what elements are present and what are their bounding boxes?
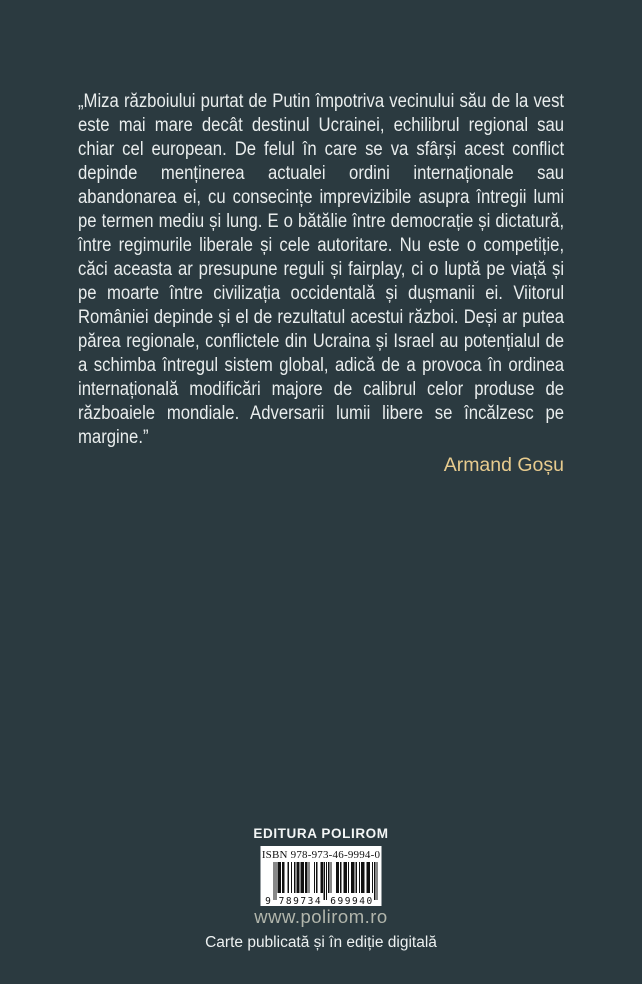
isbn-barcode-block	[261, 846, 382, 906]
publisher-website: www.polirom.ro	[254, 906, 388, 927]
svg-text:699940: 699940	[330, 896, 373, 906]
review-quote-text: „Miza războiului purtat de Putin împotriva vecinului său de la vest este mai mare decât destinul Ucrainei, echilibrul regional sau chiar cel european. De felul în care se va sfârși acest conflict depinde menținerea actualei ordini internaționale sau abandonarea ei, cu consecințe imprevizibile asupra întregii lumi pe termen mediu și lung. E o bătălie între democrație și dictatură, între regimurile liberale și cele autoritare. Nu este o competiție, căci aceasta ar presupune reguli și fairplay, ci o luptă pe viață și pe moarte între civilizația occidentală și dușmanii ei. Viitorul României depinde și el de rezultatul acestui război. Deși ar putea părea regionale, conflictele din Ucraina și Israel au potențialul de a schimba întregul sistem global, adică de a provoca în ordinea internațională modificări majore de calibrul celor produse de războaiele mondiale. Adversarii lumii libere se încălzesc pe margine.”	[78, 91, 565, 448]
quote-attribution: Armand Goșu	[443, 454, 564, 476]
svg-text:789734: 789734	[278, 896, 321, 906]
review-quote-block	[78, 90, 564, 477]
isbn-label: ISBN 978-973-46-9994-0	[261, 849, 381, 861]
ean13-barcode-icon	[265, 862, 378, 906]
digital-edition-note: Carte publicată și în ediție digitală	[205, 934, 437, 951]
svg-text:9: 9	[265, 896, 271, 906]
publisher-name: EDITURA POLIROM	[253, 826, 389, 841]
